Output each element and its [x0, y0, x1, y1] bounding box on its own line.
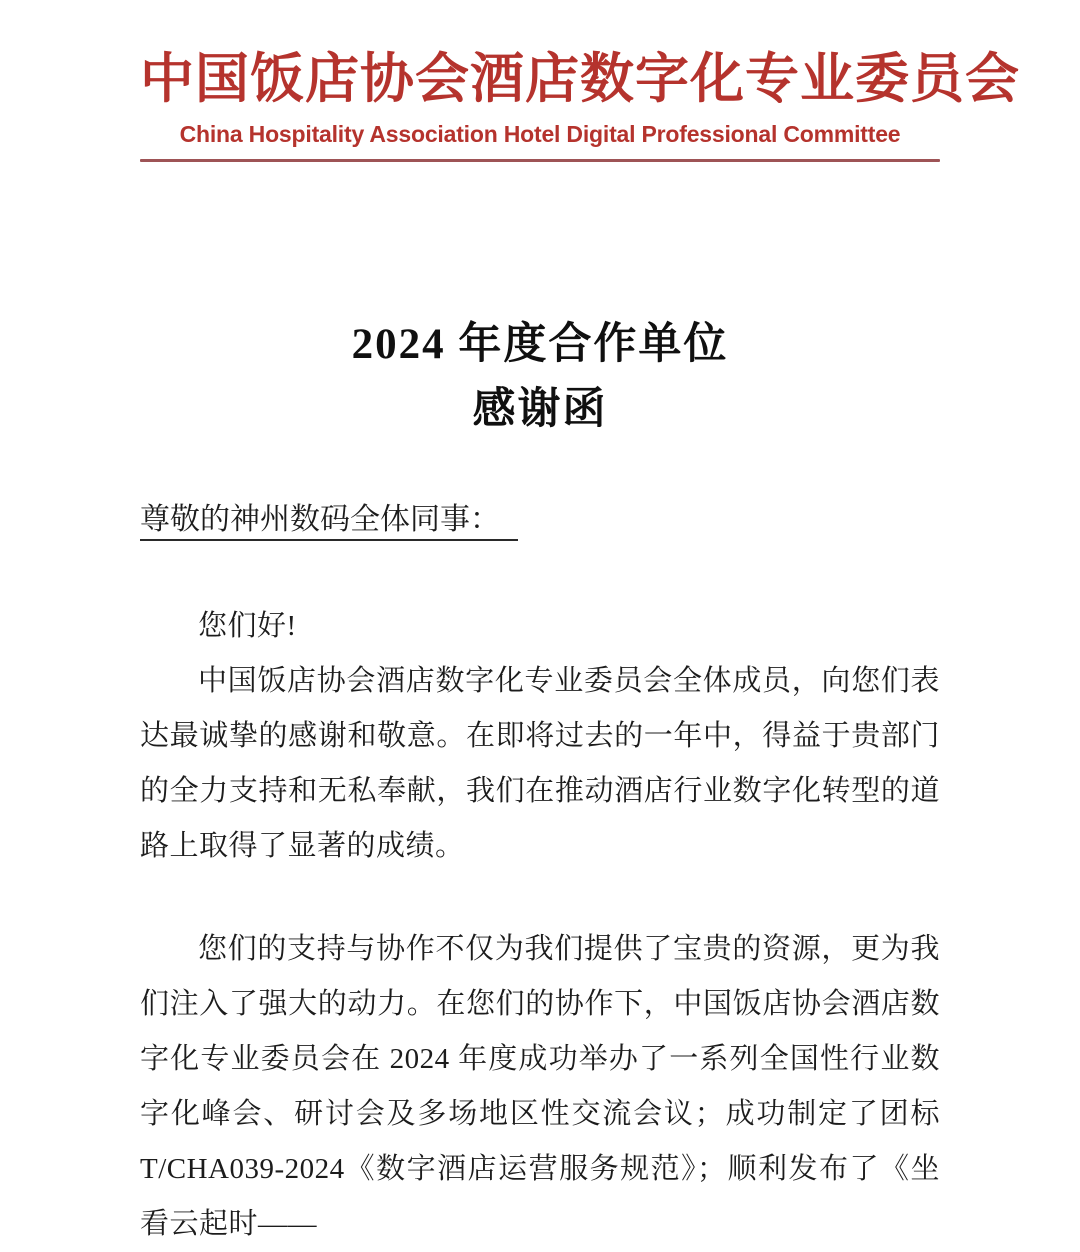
salutation	[140, 492, 940, 547]
letterhead	[140, 46, 1020, 162]
org-name-english: China Hospitality Association Hotel Digital Professional Committee	[179, 120, 901, 147]
document-title-line2: 感谢函	[472, 386, 608, 434]
paragraph-achievements: 您们的支持与协作不仅为我们提供了宝贵的资源，更为我们注入了强大的动力。在您们的协作下，中国饭店协会酒店数字化专业委员会在 2024 年度成功举办了一系列全国性行业数字化峰会、研讨会及多场地区性交流会议；成功制定了团标 T/CHA039-2024《数字酒店运营服务规范》；顺利发布了《坐看云起时——	[140, 933, 940, 1241]
document-title	[140, 312, 940, 442]
paragraph-thanks: 中国饭店协会酒店数字化专业委员会全体成员，向您们表达最诚挚的感谢和敬意。在即将过去的一年中，得益于贵部门的全力支持和无私奉献，我们在推动酒店行业数字化转型的道路上取得了显著的成绩。	[140, 665, 940, 863]
document-title-line1: 2024 年度合作单位	[351, 321, 729, 369]
salutation-text: 尊敬的神州数码全体同事：	[140, 503, 518, 541]
letterhead-divider	[140, 159, 940, 162]
org-name-chinese: 中国饭店协会酒店数字化专业委员会	[140, 49, 1020, 109]
paragraph-greeting: 您们好!	[198, 610, 297, 643]
